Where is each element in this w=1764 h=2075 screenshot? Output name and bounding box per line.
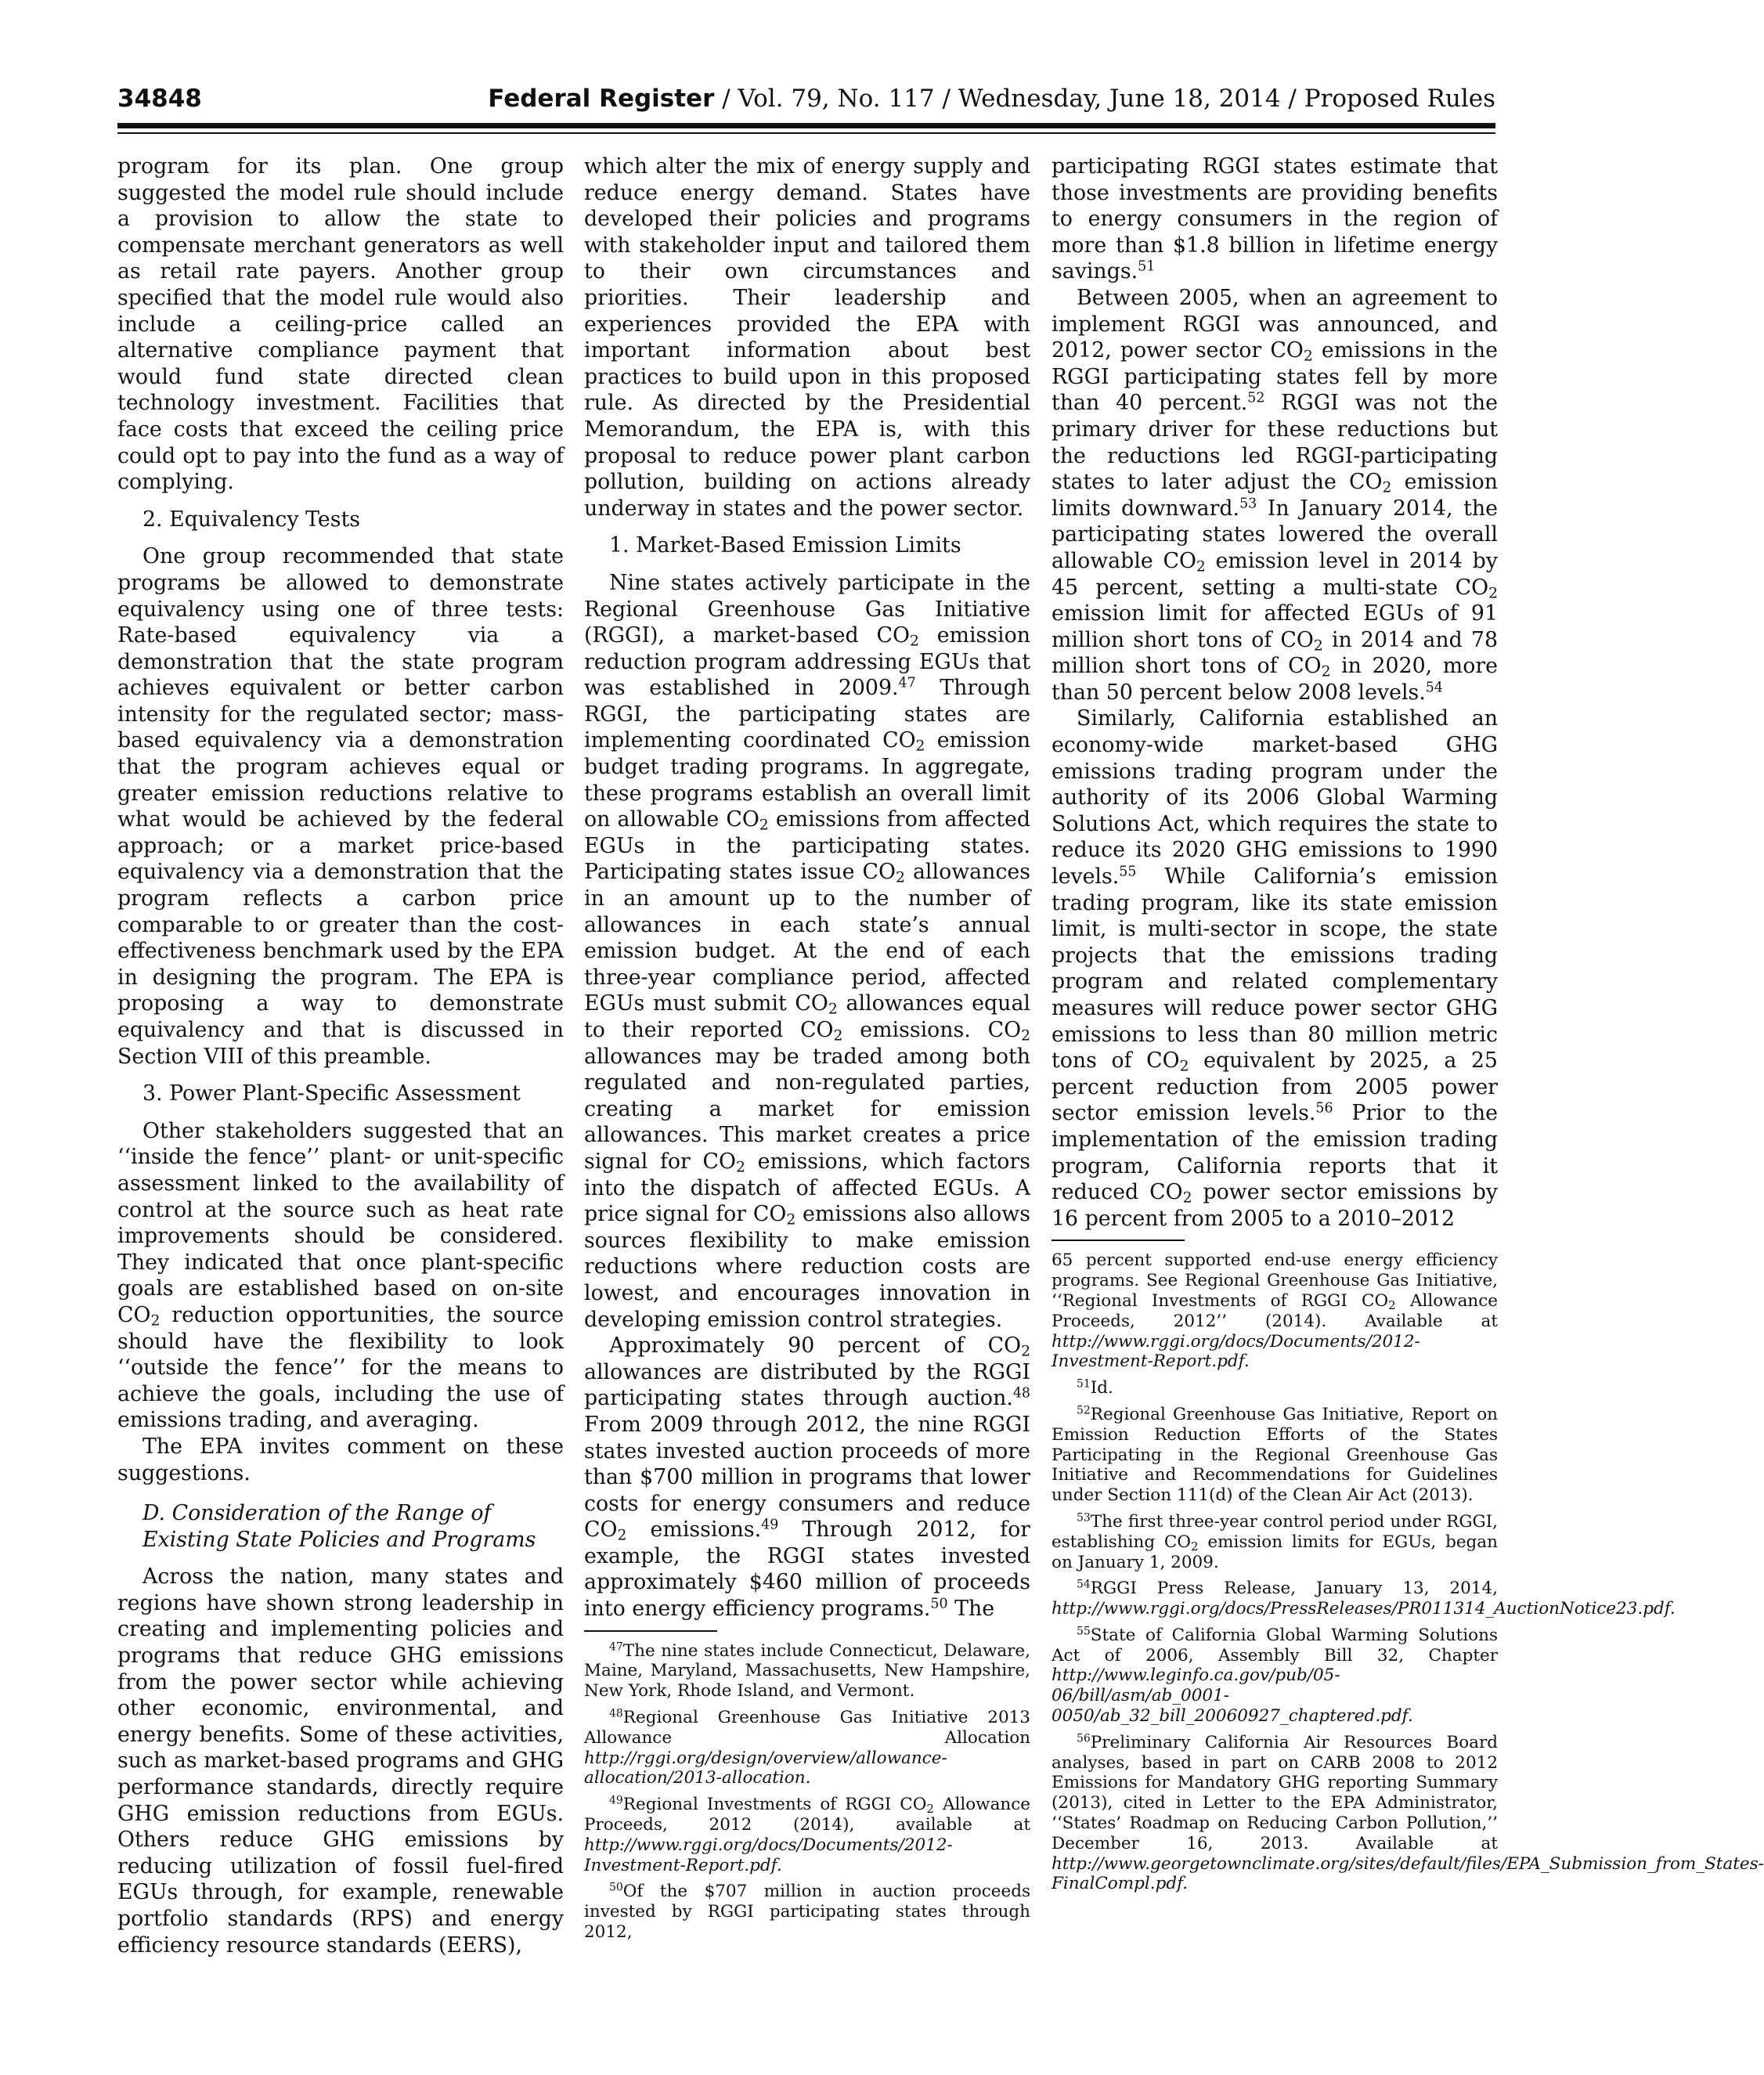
section-heading: 3. Power Plant-Specific Assessment bbox=[142, 1081, 521, 1106]
subscript: 2 bbox=[1190, 1539, 1199, 1554]
text-run: reduction opportunities, the source should have the flexibility to look ‘‘outside the fence’’ for the means to achieve the goals, including the use of emissions trading, and averaging. bbox=[117, 1302, 564, 1433]
footnote-text: Allowance Proceeds, 2012’’ (2014). Available at bbox=[1052, 1290, 1498, 1331]
footnote-number: 47 bbox=[609, 1640, 623, 1653]
section-heading: D. Consideration of the Range of Existing State Policies and Programs bbox=[142, 1501, 536, 1552]
footnote-rule bbox=[584, 1630, 717, 1632]
footnote-ref: 50 bbox=[930, 1596, 948, 1612]
column-2 bbox=[584, 153, 1030, 1949]
subscript: 2 bbox=[759, 817, 769, 834]
text-run: emissions. CO bbox=[842, 1018, 1022, 1042]
text-run: allowances may be traded among both regulated and non-regulated parties, creating a market for emission allowances. This market creates a price signal for CO bbox=[584, 1044, 1030, 1174]
subscript: 2 bbox=[150, 1312, 161, 1330]
footnote-ref: 54 bbox=[1425, 680, 1443, 696]
footnote-number: 52 bbox=[1077, 1404, 1091, 1417]
text-run: emission limit for affected EGUs of 91 million short tons of CO bbox=[1052, 601, 1498, 652]
footnote bbox=[1052, 1405, 1498, 1506]
subscript: 2 bbox=[1021, 1027, 1030, 1045]
column-3 bbox=[1052, 153, 1764, 1900]
text-run: Approximately 90 percent of CO bbox=[609, 1333, 1022, 1359]
subscript: 2 bbox=[1182, 1189, 1192, 1207]
paragraph: The EPA invites comment on these suggestions. bbox=[117, 1434, 564, 1485]
footnote-text: Regional Greenhouse Gas Initiative, Report on Emission Reduction Efforts of the States Participating in the Regional Greenhouse Gas Initiative and Recommendations for Guidelines under Section 111(d) of the Clean Air Act (2013). bbox=[1052, 1404, 1498, 1506]
subscript: 2 bbox=[736, 1159, 745, 1176]
footnote bbox=[1052, 1378, 1498, 1398]
text-run: Between 2005, when an agreement to implement RGGI was announced, and 2012, power sector CO bbox=[1052, 285, 1498, 363]
subscript: 2 bbox=[1382, 479, 1392, 496]
footnote-text: The nine states include Connecticut, Delaware, Maine, Maryland, Massachusetts, New Hampshire, New York, Rhode Island, and Vermont. bbox=[584, 1640, 1030, 1702]
text-run: emissions also allows sources flexibility to make emission reductions where reduction costs are lowest, and encourages innovation in developing emission control strategies. bbox=[584, 1202, 1030, 1332]
text-run: emissions, which factors into the dispatch of affected EGUs. A price signal for CO bbox=[584, 1149, 1030, 1227]
subscript: 2 bbox=[1303, 348, 1313, 365]
subscript: 2 bbox=[909, 633, 919, 650]
footnote bbox=[584, 1795, 1030, 1875]
footnote-link[interactable]: http://www.leginfo.ca.gov/pub/05-06/bill/asm/ab_0001-0050/ab_32_bill_20060927_chaptered.pdf. bbox=[1052, 1665, 1413, 1727]
subscript: 2 bbox=[1321, 663, 1331, 680]
footnote-text: Of the $707 million in auction proceeds invested by RGGI participating states through 2012, bbox=[584, 1882, 1030, 1943]
footnote-text: Id. bbox=[1090, 1378, 1113, 1398]
page-number: 34848 bbox=[117, 85, 202, 113]
paragraph: One group recommended that state programs be allowed to demonstrate equivalency using one of three tests: Rate-based equivalency via a demonstration that the state program achieves equivalent or better carbon intensity for the regulated sector; mass-based equivalency via a demonstration that the program achieves equal or greater emission reductions relative to what would be achieved by the federal approach; or a market price-based equivalency via a demonstration that the program reflects a carbon price comparable to or greater than the cost-effectiveness benchmark used by the EPA in designing the program. The EPA is proposing a way to demonstrate equivalency and that is discussed in Section VIII of this preamble. bbox=[117, 544, 564, 1069]
footnote-link[interactable]: http://www.georgetownclimate.org/sites/default/files/EPA_Submission_from_States-FinalCompl.pdf. bbox=[1052, 1853, 1764, 1894]
running-head bbox=[488, 83, 1495, 114]
footnote-ref: 48 bbox=[1012, 1385, 1030, 1402]
footnote bbox=[1052, 1578, 1676, 1619]
footnote bbox=[584, 1708, 1030, 1788]
issue-info: / Vol. 79, No. 117 / Wednesday, June 18, 2014 / Proposed Rules bbox=[714, 85, 1495, 113]
subscript: 2 bbox=[915, 738, 925, 756]
text-run: allowances in an amount up to the number of allowances in each state’s annual emission budget. At the end of each three-year compliance period, affected EGUs must submit CO bbox=[584, 860, 1030, 1016]
footnote-ref: 51 bbox=[1138, 258, 1156, 275]
footnote-text: Regional Investments of RGGI CO bbox=[622, 1795, 927, 1815]
text-run: Other stakeholders suggested that an ‘‘inside the fence’’ plant- or unit-specific assessment linked to the availability of control at the source such as heat rate improvements should be considered. They indicated that once plant-specific goals are established based on on-site CO bbox=[117, 1118, 564, 1327]
subscript: 2 bbox=[1196, 558, 1206, 576]
footnote-rule bbox=[1052, 1240, 1185, 1241]
text-run: in 2020, more than 50 percent below 2008 levels. bbox=[1052, 654, 1498, 705]
paragraph: which alter the mix of energy supply and reduce energy demand. States have developed their policies and programs with stakeholder input and tailored them to their own circumstances and priorities. Their leadership and experiences provided the EPA with important information about best practices to build upon in this proposed rule. As directed by the Presidential Memorandum, the EPA is, with this proposal to reduce power plant carbon pollution, building on actions already underway in states and the power sector. bbox=[584, 154, 1030, 521]
text-run: Through 2012, for example, the RGGI states invested approximately $460 million of proceeds into energy efficiency programs. bbox=[584, 1517, 1031, 1622]
footnote-ref: 56 bbox=[1315, 1100, 1333, 1117]
footnote-link[interactable]: http://rggi.org/design/overview/allowance-allocation/2013-allocation. bbox=[584, 1748, 947, 1788]
text-run: allowances equal to their reported CO bbox=[584, 991, 1030, 1042]
paragraph bbox=[1052, 153, 1498, 285]
text-run: allowances are distributed by the RGGI participating states through auction. bbox=[584, 1359, 1030, 1411]
subscript: 2 bbox=[1488, 585, 1498, 602]
footnote-text: RGGI Press Release, January 13, 2014, bbox=[1090, 1579, 1498, 1599]
footnote bbox=[584, 1882, 1030, 1942]
footnote-number: 56 bbox=[1077, 1732, 1091, 1745]
text-run: emissions in the RGGI participating states fell by more than 40 percent. bbox=[1052, 338, 1498, 416]
footnote-ref: 53 bbox=[1239, 496, 1257, 512]
paragraph bbox=[117, 1118, 564, 1434]
text-run: power sector emissions by 16 percent from 2005 to a 2010–2012 bbox=[1052, 1180, 1499, 1231]
text-run: equivalent by 2025, a 25 percent reduction from 2005 power sector emission levels. bbox=[1052, 1048, 1498, 1126]
subscript: 2 bbox=[1313, 637, 1323, 655]
footnote-number: 49 bbox=[609, 1794, 623, 1807]
footnote-number: 53 bbox=[1077, 1511, 1091, 1525]
paragraph: Across the nation, many states and regions have shown strong leadership in creating and implementing policies and programs that reduce GHG emissions from the power sector while achieving other economic, environmental, and energy benefits. Some of these activities, such as market-based programs and GHG performance standards, directly require GHG emission reductions from EGUs. Others reduce GHG emissions by reducing utilization of fossil fuel-fired EGUs through, for example, renewable portfolio standards (RPS) and energy efficiency resource standards (EERS), bbox=[117, 1564, 564, 1958]
footnote-text: Allowance Proceeds, 2012 (2014), available at bbox=[584, 1795, 1030, 1835]
text-run: RGGI was not the primary driver for these reductions but the reductions led RGGI-participating states to later adjust the CO bbox=[1052, 391, 1498, 495]
text-run: emission level in 2014 by 45 percent, setting a multi-state CO bbox=[1052, 548, 1498, 600]
footnote-ref: 55 bbox=[1119, 864, 1137, 880]
subscript: 2 bbox=[1388, 1297, 1396, 1312]
footnote-ref: 49 bbox=[761, 1517, 779, 1533]
subscript: 2 bbox=[833, 1027, 843, 1045]
footnote-text: Regional Greenhouse Gas Initiative 2013 Allowance Allocation bbox=[584, 1708, 1030, 1748]
footnote-number: 54 bbox=[1077, 1578, 1091, 1591]
footnote bbox=[1052, 1512, 1498, 1572]
subscript: 2 bbox=[828, 1001, 838, 1019]
footnote-text: The first three-year control period under RGGI, establishing CO bbox=[1052, 1511, 1498, 1552]
publication-name: Federal Register bbox=[488, 85, 715, 113]
subscript: 2 bbox=[617, 1527, 627, 1544]
text-run: Through RGGI, the participating states are implementing coordinated CO bbox=[584, 676, 1031, 753]
subscript: 2 bbox=[896, 870, 905, 887]
text-run: emissions from affected EGUs in the participating states. Participating states issue CO bbox=[584, 807, 1030, 885]
section-heading: 1. Market-Based Emission Limits bbox=[609, 533, 961, 558]
footnote-link[interactable]: http://www.rggi.org/docs/Documents/2012-Investment-Report.pdf. bbox=[1052, 1331, 1420, 1372]
subscript: 2 bbox=[1021, 1343, 1030, 1360]
subscript: 2 bbox=[1179, 1058, 1189, 1075]
text-run: While California’s emission trading program, like its state emission limit, is multi-sector in scope, the state projects that the emissions trading program and related complementary measures will reduce power sector GHG emissions to less than 80 million metric tons of CO bbox=[1052, 864, 1498, 1074]
text-run: emissions. bbox=[626, 1517, 762, 1543]
footnote bbox=[1052, 1732, 1764, 1894]
text-run: Similarly, California established an economy-wide market-based GHG emissions trading program under the authority of its 2006 Global Warming Solutions Act, which requires the state to reduce its 2020 GHG emissions to 1990 levels. bbox=[1052, 706, 1498, 890]
paragraph bbox=[584, 1333, 1030, 1622]
text-run: The bbox=[947, 1597, 995, 1622]
text-run: emission budget trading programs. In aggregate, these programs establish an overall limit on allowable CO bbox=[584, 728, 1030, 832]
section-heading: 2. Equivalency Tests bbox=[142, 507, 361, 532]
text-run: Nine states actively participate in the Regional Greenhouse Gas Initiative (RGGI), a market-based CO bbox=[584, 570, 1030, 648]
footnote bbox=[584, 1641, 1030, 1702]
text-run: In January 2014, the participating states lowered the overall allowable CO bbox=[1052, 496, 1498, 573]
paragraph bbox=[584, 570, 1030, 1333]
footnote bbox=[1052, 1626, 1498, 1727]
text-run: emission limits downward. bbox=[1052, 470, 1498, 521]
footnote-text: Preliminary California Air Resources Board analyses, based in part on CARB 2008 to 2012 Emissions for Mandatory GHG reporting Summary (2013), cited in Letter to the EPA Administrator, ‘‘States’ Roadmap on Reducing Carbon Pollution,’’ December 16, 2013. Available at bbox=[1052, 1732, 1498, 1853]
header-rule-thin bbox=[117, 132, 1495, 134]
subscript: 2 bbox=[786, 1211, 796, 1229]
paragraph: program for its plan. One group suggested the model rule should include a provision to allow the state to compensate merchant generators as well as retail rate payers. Another group specified that the model rule would also include a ceiling-price called an alternative compliance payment that would fund state directed clean technology investment. Facilities that face costs that exceed the ceiling price could opt to pay into the fund as a way of complying. bbox=[117, 154, 564, 495]
footnote-ref: 52 bbox=[1247, 390, 1265, 406]
footnote-text: 65 percent supported end-use energy efficiency programs. See Regional Greenhouse Gas Initiative, ‘‘Regional Investments of RGGI CO bbox=[1052, 1250, 1498, 1311]
footnote-ref: 47 bbox=[898, 675, 916, 691]
footnote-number: 51 bbox=[1077, 1377, 1091, 1391]
subscript: 2 bbox=[926, 1801, 934, 1816]
header-rule-thick bbox=[117, 123, 1495, 128]
text-run: emission reduction program addressing EGUs that was established in 2009. bbox=[584, 623, 1031, 701]
paragraph bbox=[1052, 285, 1498, 706]
paragraph bbox=[1052, 706, 1498, 1232]
text-run: Prior to the implementation of the emission trading program, California reports that it reduced CO bbox=[1052, 1101, 1498, 1205]
footnote-link[interactable]: http://www.rggi.org/docs/PressReleases/PR011314_AuctionNotice23.pdf. bbox=[1052, 1599, 1676, 1619]
text-run: From 2009 through 2012, the nine RGGI states invested auction proceeds of more than $700 million in programs that lower costs for energy consumers and reduce CO bbox=[584, 1412, 1030, 1543]
footnote-number: 55 bbox=[1077, 1625, 1091, 1638]
footnote-number: 50 bbox=[609, 1881, 623, 1894]
column-1 bbox=[117, 153, 564, 1958]
footnote-number: 48 bbox=[609, 1707, 623, 1720]
page-header bbox=[117, 83, 1495, 122]
footnote-text: emission limits for EGUs, began on January 1, 2009. bbox=[1052, 1532, 1498, 1572]
text-run: in 2014 and 78 million short tons of CO bbox=[1052, 627, 1498, 679]
footnote-text: State of California Global Warming Solutions Act of 2006, Assembly Bill 32, Chapter bbox=[1052, 1625, 1498, 1665]
footnote-continued bbox=[1052, 1250, 1498, 1372]
text-run: participating RGGI states estimate that those investments are providing benefits to energy consumers in the region of more than $1.8 billion in lifetime energy savings. bbox=[1052, 154, 1498, 284]
footnote-link[interactable]: http://www.rggi.org/docs/Documents/2012-Investment-Report.pdf. bbox=[584, 1835, 953, 1875]
